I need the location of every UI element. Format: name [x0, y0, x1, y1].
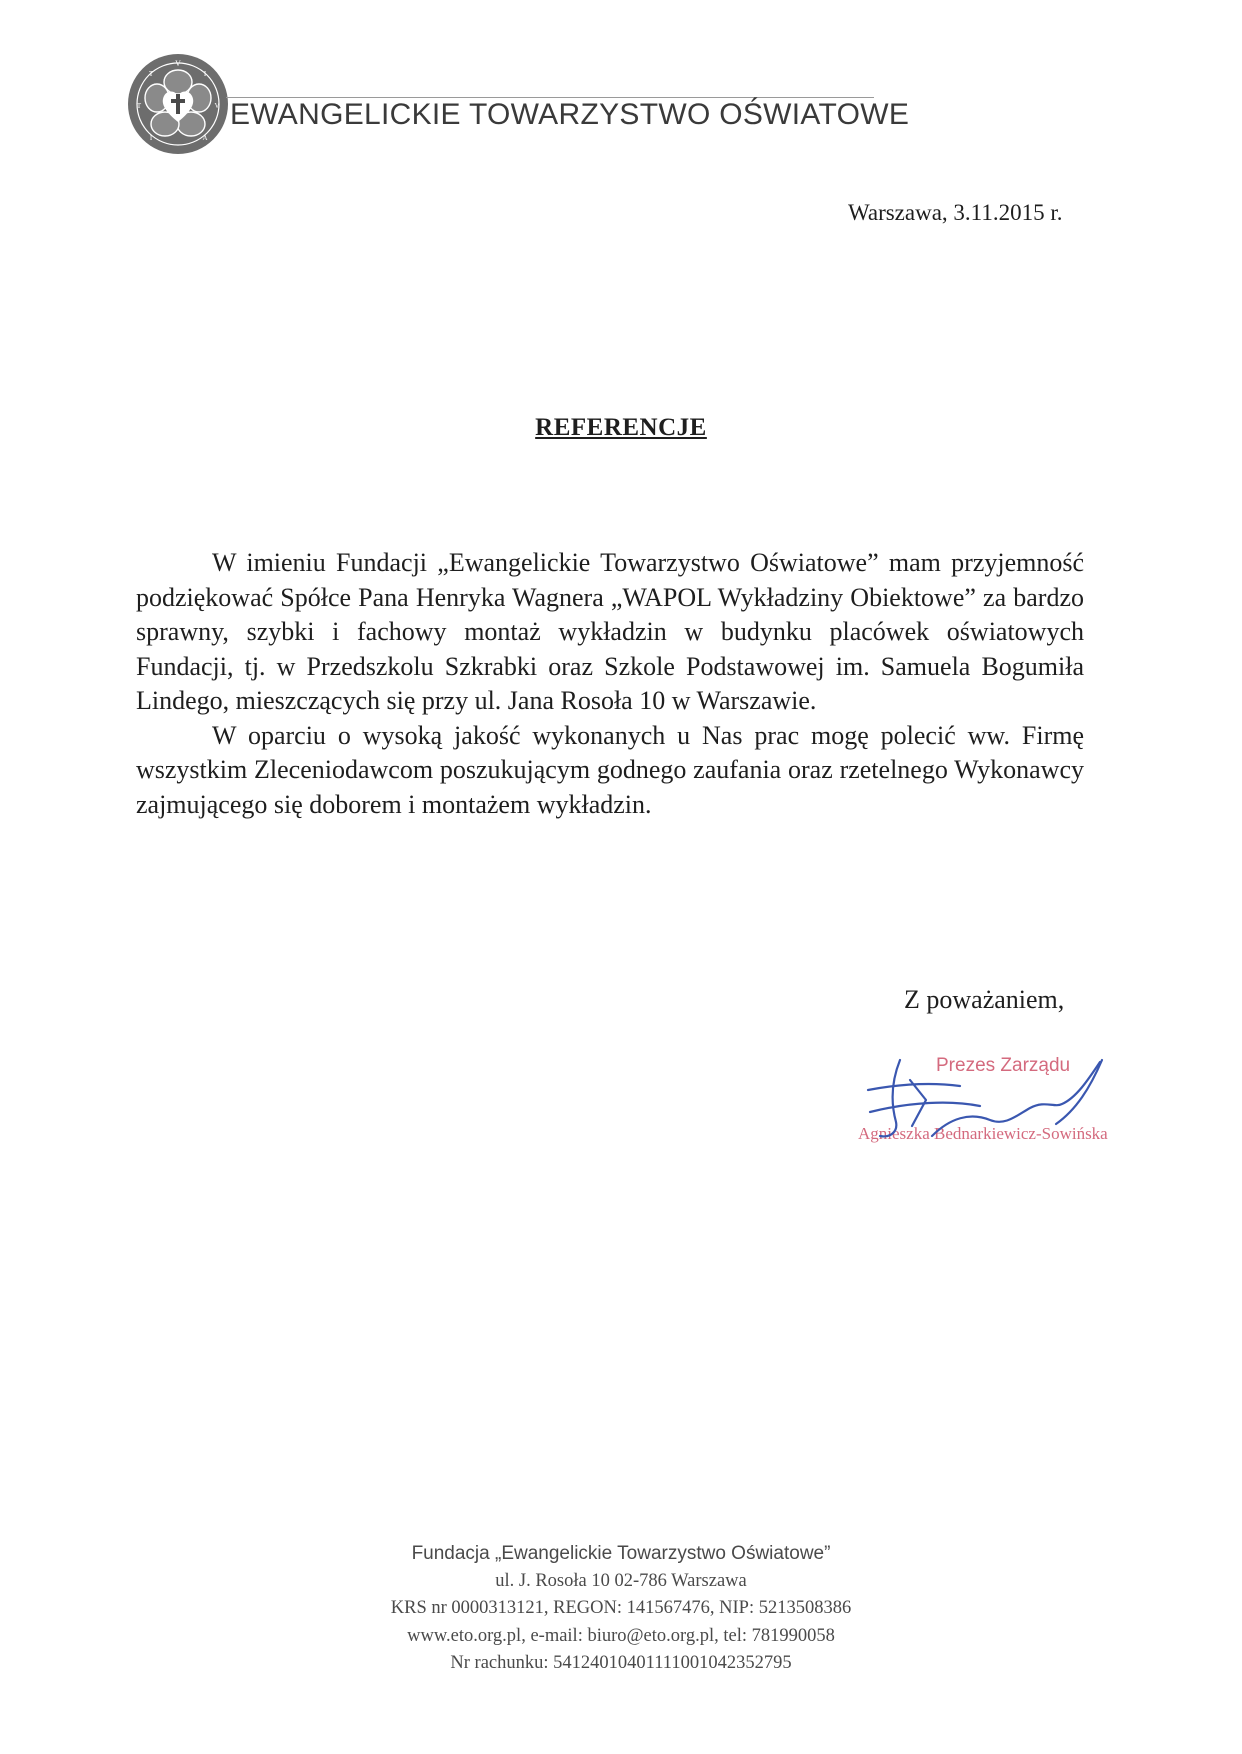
letter-title: REFERENCJE: [535, 414, 707, 441]
stamp-name: Agnieszka Bednarkiewicz-Sowińska: [858, 1124, 1108, 1143]
luther-rose-emblem-icon: [126, 52, 230, 156]
svg-text:T: T: [136, 102, 142, 110]
svg-text:V: V: [214, 102, 220, 110]
letter-body: [136, 546, 1084, 822]
footer: [0, 1540, 1242, 1678]
footer-registration: KRS nr 0000313121, REGON: 141567476, NIP: 5213508386: [390, 1598, 852, 1618]
footer-contact: www.eto.org.pl, e-mail: biuro@eto.org.pl, tel: 781990058: [407, 1625, 835, 1646]
svg-text:I: I: [203, 70, 207, 78]
footer-address: ul. J. Rosoła 10 02-786 Warszawa: [495, 1570, 747, 1591]
closing-salutation: Z poważaniem,: [904, 985, 1065, 1014]
footer-bank-account: Nr rachunku: 54124010401111001042352795: [450, 1653, 792, 1673]
svg-text:I: I: [149, 134, 153, 142]
footer-foundation-name: Fundacja „Ewangelickie Towarzystwo Oświatowe”: [411, 1543, 831, 1564]
handwritten-signature: [840, 1040, 1130, 1150]
svg-text:T: T: [148, 70, 154, 78]
body-paragraph: W imieniu Fundacji „Ewangelickie Towarzystwo Oświatowe” mam przyjemność podziękować Spółce Pana Henryka Wagnera „WAPOL Wykładziny Obiektowe” za bardzo sprawny, szybki i fachowy montaż wykładzin w budynku placówek oświatowych Fundacji, tj. w Przedszkolu Szkrabki oraz Szkole Podstawowej im. Samuela Bogumiła Lindego, mieszczących się przy ul. Jana Rosoła 10 w Warszawie.: [136, 548, 1084, 715]
svg-text:V: V: [175, 59, 181, 68]
stamp-role: Prezes Zarządu: [936, 1055, 1071, 1076]
organization-name: EWANGELICKIE TOWARZYSTWO OŚWIATOWE: [230, 98, 910, 131]
body-paragraph: W oparciu o wysoką jakość wykonanych u Nas prac mogę polecić ww. Firmę wszystkim Zleceniodawcom poszukującym godnego zaufania oraz rzetelnego Wykonawcy zajmującego się doborem i montażem wykładzin.: [136, 720, 1084, 819]
letter-date: Warszawa, 3.11.2015 r.: [848, 200, 1063, 225]
svg-text:A: A: [202, 134, 208, 142]
